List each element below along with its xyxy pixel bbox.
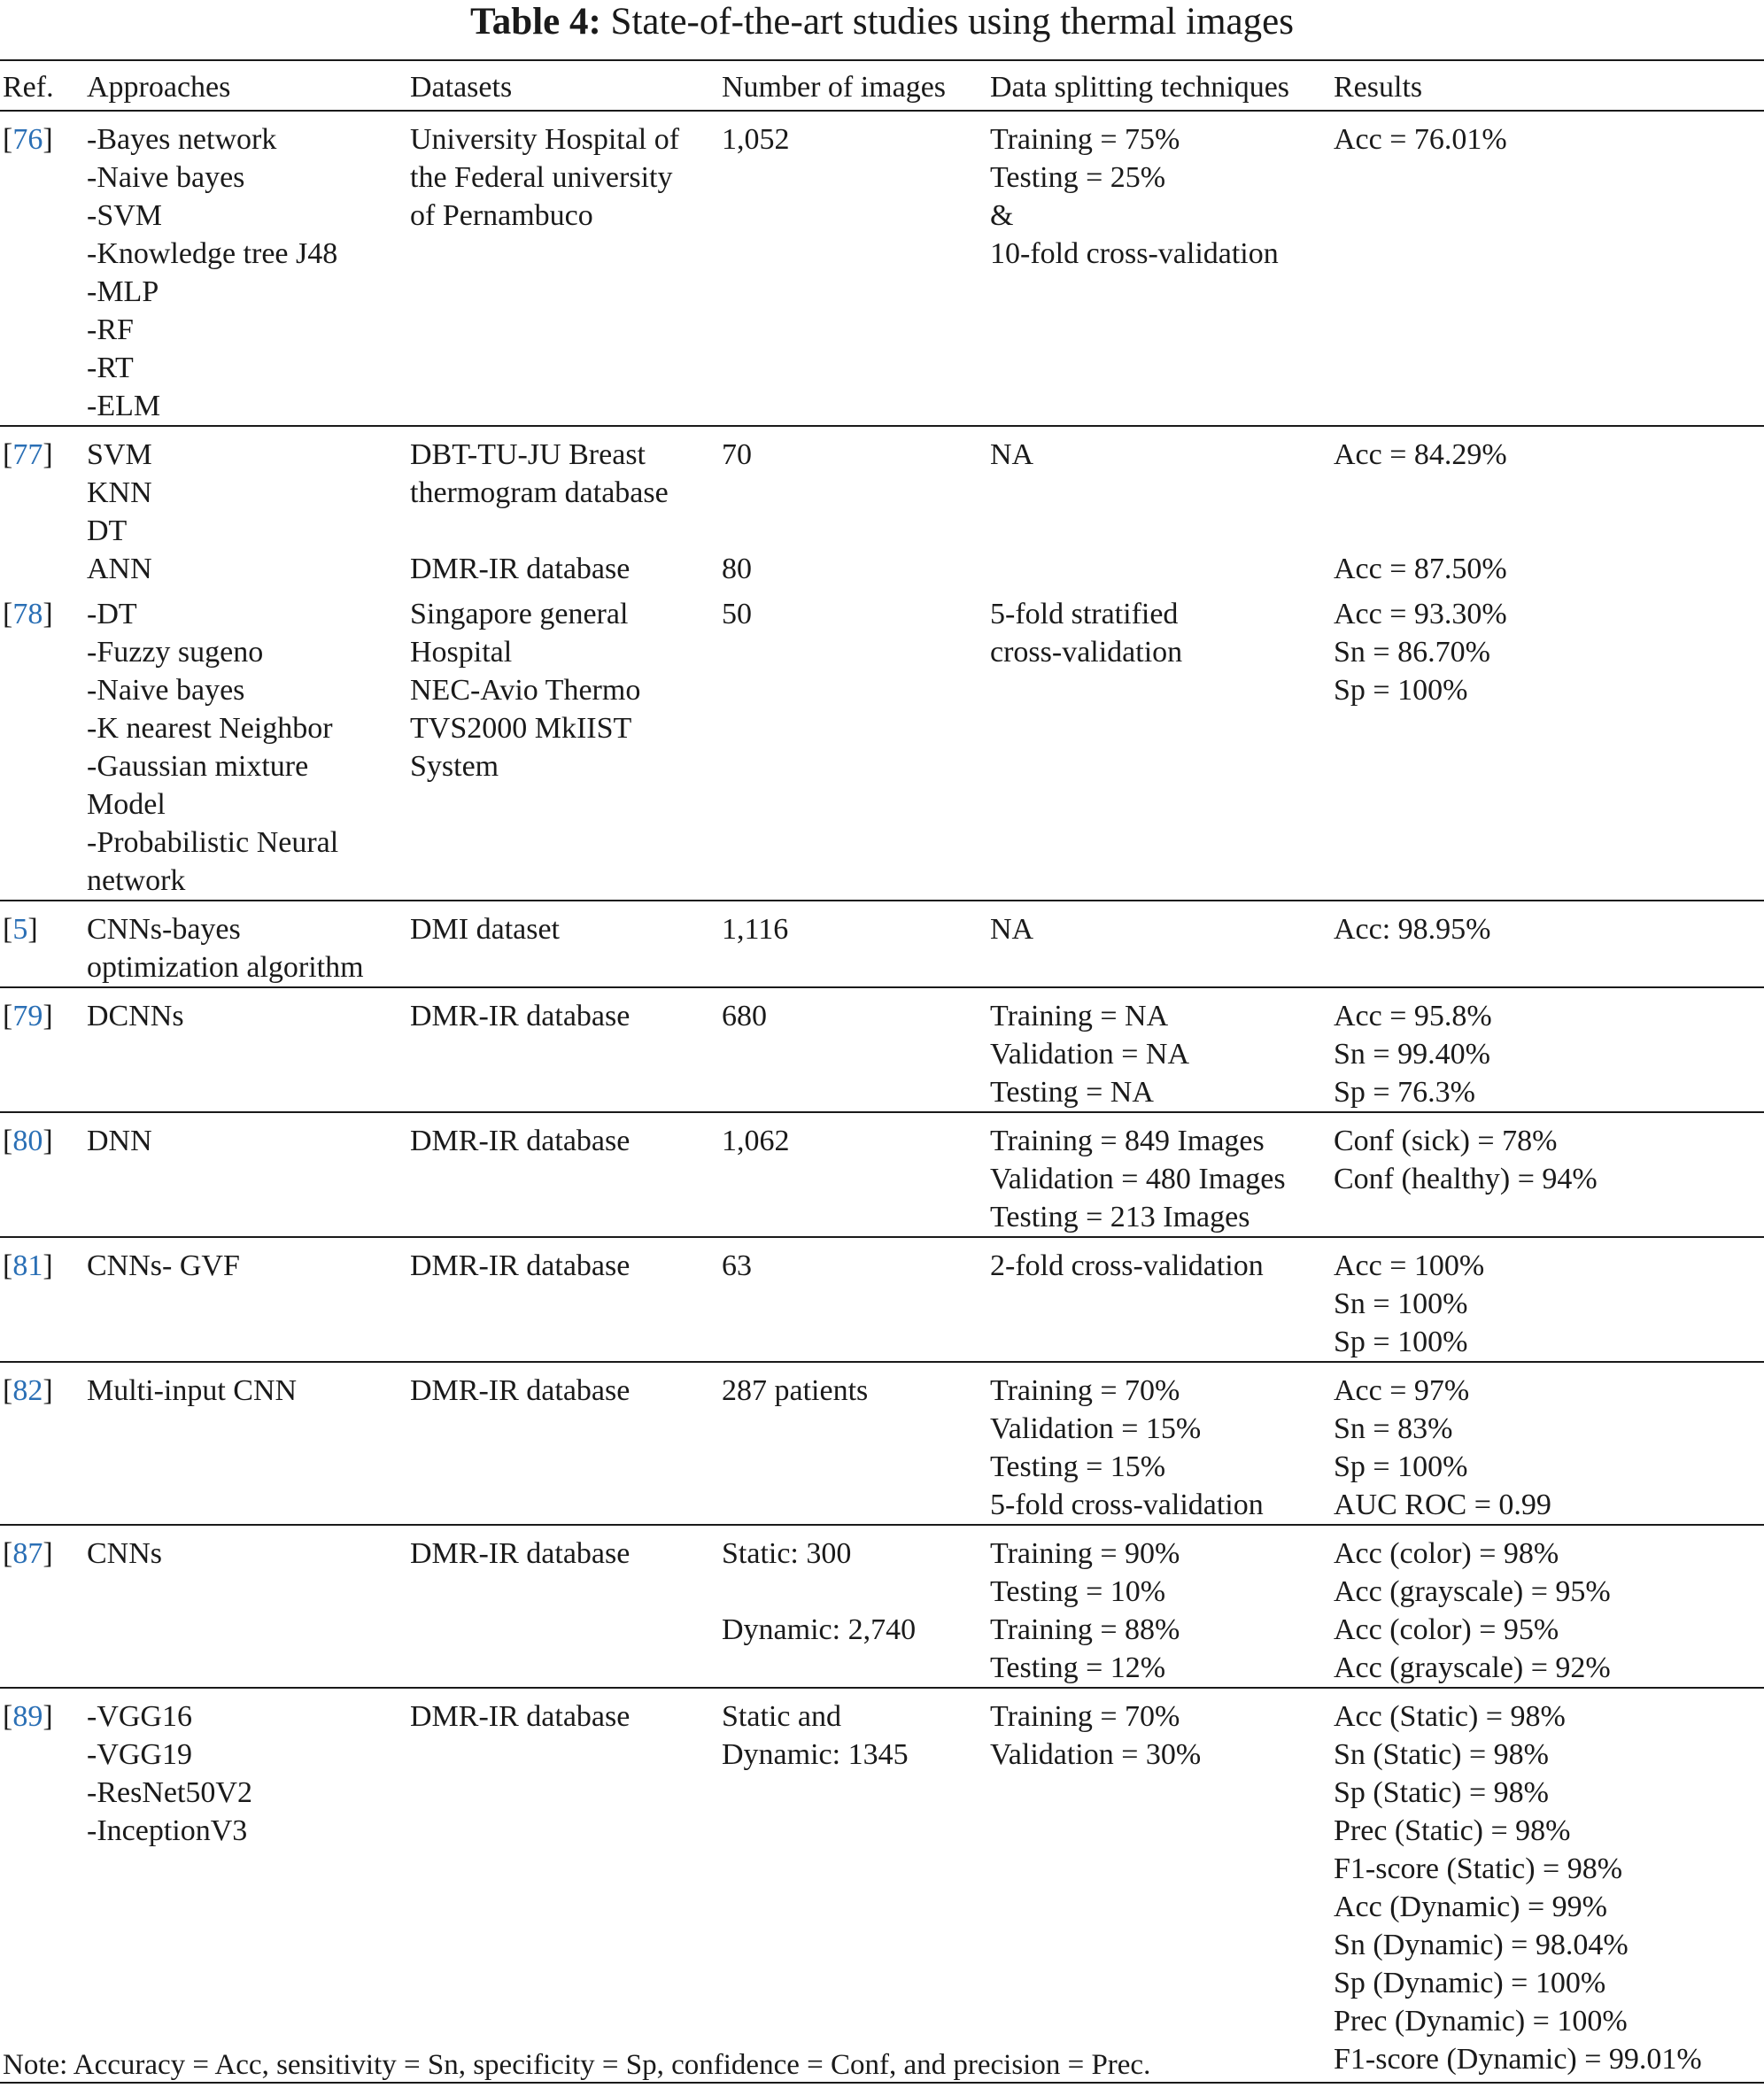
results-cell: Acc: 98.95% (1334, 901, 1764, 987)
ref-cell: [77] (0, 426, 87, 550)
images-cell: 680 (722, 987, 990, 1112)
results-table (0, 59, 1764, 2084)
table-caption-title: State-of-the-art studies using thermal images (610, 1, 1294, 43)
images-cell: 1,052 (722, 111, 990, 426)
results-cell: Acc = 100% Sn = 100% Sp = 100% (1334, 1237, 1764, 1362)
ref-link[interactable]: 77 (12, 438, 43, 471)
ref-cell: [81] (0, 1237, 87, 1362)
header-results: Results (1334, 60, 1764, 111)
ref-link[interactable]: 87 (12, 1537, 43, 1570)
splitting-cell: NA (990, 901, 1334, 987)
images-cell: 1,062 (722, 1112, 990, 1237)
approaches-cell: DCNNs (87, 987, 410, 1112)
datasets-cell: DBT-TU-JU Breast thermogram database (410, 426, 722, 550)
table-row (0, 1688, 1764, 2083)
ref-link[interactable]: 81 (12, 1249, 43, 1282)
ref-cell: [78] (3, 598, 53, 630)
splitting-cell: Training = 75% Testing = 25% & 10-fold cross-validation (990, 111, 1334, 426)
results-cell: Conf (sick) = 78% Conf (healthy) = 94% (1334, 1112, 1764, 1237)
header-data-splitting: Data splitting techniques (990, 60, 1334, 111)
splitting-cell: 5-fold stratified cross-validation (990, 598, 1183, 669)
results-cell: Acc (Static) = 98% Sn (Static) = 98% Sp (Static) = 98% Prec (Static) = 98% F1-score (Static) = 98% Acc (Dynamic) = 99% Sn (Dynamic) = 98.04% Sp (Dynamic) = 100% Prec (Dynamic) = 100% F1-score (Dynamic) = 99.01% (1334, 1688, 1764, 2083)
table-caption (0, 0, 1764, 44)
results-cell: Acc = 93.30% Sn = 86.70% Sp = 100% (1334, 598, 1507, 707)
ref-cell: [80] (0, 1112, 87, 1237)
results-cell: Acc = 84.29% (1334, 426, 1764, 550)
ref-link[interactable]: 78 (12, 598, 43, 630)
table-row (0, 901, 1764, 987)
approaches-cell: -VGG16 -VGG19 -ResNet50V2 -InceptionV3 (87, 1688, 410, 2083)
ref-link[interactable]: 82 (12, 1374, 43, 1407)
table-row (0, 550, 1764, 588)
results-cell: Acc (color) = 98% Acc (grayscale) = 95% Acc (color) = 95% Acc (grayscale) = 92% (1334, 1525, 1764, 1688)
ref-link[interactable]: 76 (12, 123, 43, 156)
ref-cell: [76] (0, 111, 87, 426)
approaches-cell: ANN (87, 553, 152, 585)
datasets-cell: Singapore general Hospital NEC-Avio Thermo TVS2000 MkIIST System (410, 598, 641, 783)
images-cell: Static and Dynamic: 1345 (722, 1688, 990, 2083)
table-caption-label: Table 4: (470, 1, 601, 43)
datasets-cell: DMR-IR database (410, 1688, 722, 2083)
ref-cell (0, 550, 87, 588)
results-cell: Acc = 76.01% (1334, 111, 1764, 426)
table-row (0, 1237, 1764, 1362)
datasets-cell: DMR-IR database (410, 987, 722, 1112)
datasets-cell: University Hospital of the Federal university of Pernambuco (410, 111, 722, 426)
datasets-cell: DMR-IR database (410, 553, 631, 585)
images-cell: 70 (722, 426, 990, 550)
images-cell: 287 patients (722, 1362, 990, 1525)
splitting-cell: Training = NA Validation = NA Testing = NA (990, 987, 1334, 1112)
datasets-cell: DMR-IR database (410, 1237, 722, 1362)
approaches-cell: CNNs- GVF (87, 1237, 410, 1362)
datasets-cell: DMR-IR database (410, 1112, 722, 1237)
approaches-cell: CNNs-bayes optimization algorithm (87, 901, 410, 987)
splitting-cell: Training = 90% Testing = 10% Training = 88% Testing = 12% (990, 1525, 1334, 1688)
results-cell: Acc = 95.8% Sn = 99.40% Sp = 76.3% (1334, 987, 1764, 1112)
header-row (0, 60, 1764, 111)
images-cell: Static: 300 Dynamic: 2,740 (722, 1525, 990, 1688)
images-cell: 80 (722, 553, 752, 585)
ref-cell: [82] (0, 1362, 87, 1525)
datasets-cell: DMR-IR database (410, 1362, 722, 1525)
results-cell: Acc = 87.50% (1334, 553, 1507, 585)
images-cell: 1,116 (722, 901, 990, 987)
approaches-cell: CNNs (87, 1525, 410, 1688)
datasets-cell: DMI dataset (410, 901, 722, 987)
ref-cell: [89] (0, 1688, 87, 2083)
approaches-cell: Multi-input CNN (87, 1362, 410, 1525)
table-row (0, 1525, 1764, 1688)
ref-link[interactable]: 5 (12, 913, 28, 946)
ref-cell: [5] (0, 901, 87, 987)
splitting-cell: Training = 70% Validation = 30% (990, 1688, 1334, 2083)
splitting-cell: Training = 849 Images Validation = 480 Images Testing = 213 Images (990, 1112, 1334, 1237)
table-note: Note: Accuracy = Acc, sensitivity = Sn, specificity = Sp, confidence = Conf, and precision = Prec. (3, 2049, 1151, 2081)
header-number-of-images: Number of images (722, 60, 990, 111)
header-datasets: Datasets (410, 60, 722, 111)
datasets-cell: DMR-IR database (410, 1525, 722, 1688)
approaches-cell: SVM KNN DT (87, 426, 410, 550)
images-cell: 63 (722, 1237, 990, 1362)
ref-link[interactable]: 79 (12, 1000, 43, 1032)
table-row (0, 1112, 1764, 1237)
table-row (0, 987, 1764, 1112)
table-row (0, 426, 1764, 550)
approaches-cell: -DT -Fuzzy sugeno -Naive bayes -K nearest Neighbor -Gaussian mixture Model -Probabilistic Neural network (87, 598, 339, 897)
splitting-cell: Training = 70% Validation = 15% Testing = 15% 5-fold cross-validation (990, 1362, 1334, 1525)
results-cell: Acc = 97% Sn = 83% Sp = 100% AUC ROC = 0.99 (1334, 1362, 1764, 1525)
approaches-cell: -Bayes network -Naive bayes -SVM -Knowledge tree J48 -MLP -RF -RT -ELM (87, 111, 410, 426)
approaches-cell: DNN (87, 1112, 410, 1237)
ref-link[interactable]: 80 (12, 1125, 43, 1157)
header-approaches: Approaches (87, 60, 410, 111)
ref-cell: [79] (0, 987, 87, 1112)
table-row (0, 111, 1764, 426)
header-ref: Ref. (0, 60, 87, 111)
splitting-cell: 2-fold cross-validation (990, 1237, 1334, 1362)
ref-cell: [87] (0, 1525, 87, 1688)
table-row (0, 588, 1764, 901)
table-row (0, 1362, 1764, 1525)
splitting-cell: NA (990, 426, 1334, 550)
splitting-cell (990, 550, 1334, 588)
images-cell: 50 (722, 598, 752, 630)
ref-link[interactable]: 89 (12, 1700, 43, 1733)
